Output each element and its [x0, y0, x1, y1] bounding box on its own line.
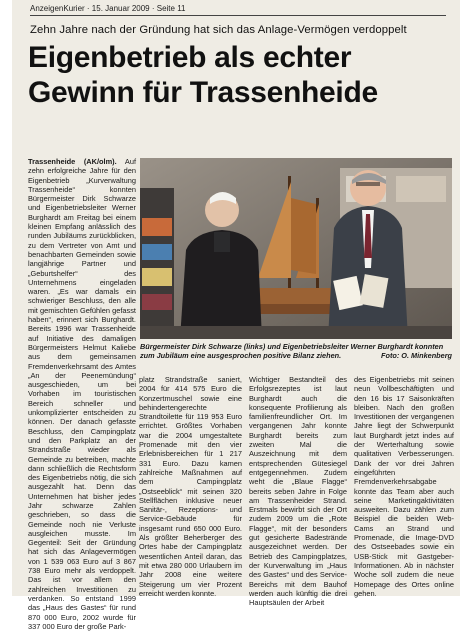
column-1-text: Auf zehn erfolgreiche Jahre für den Eigenbetrieb „Kurverwaltung Trassenheide“ konnten Bürgermeister Dirk Schwarze und Eigenbetriebsleiter Werner Burghardt am Freitag bei einem kleinen Empfang anlässlich des runden Jubiläums zurückblicken, zu dem Vertreter von Amt und benachbarten Gemeinden sowie langjährige Partner und „Geburtshelfer“ des Unternehmens eingeladen waren. „Es war damals ein schwieriger Beschluss, den alle mit gemischten Gefühlen gefasst haben“, erinnert sich Burghardt. Bereits 1996 war Trassenheide auf Initiative des damaligen Bürgermeisters Helmut Kaliebe aus dem gemeinsamen Fremdenverkehrsamt des Amtes „An der Peenemündung“ ausgeschieden, um bei Vorhaben im touristischen Bereich schneller und unkomplizierter entscheiden zu können. Der danach gefasste Beschluss, den Campingplatz und den Parkplatz an der Strandstraße wieder als Gemeinde zu betreiben, machte dann schließlich die Rechtsform des Eigenbetriebs nötig, die sich ausgezahlt hat. Denn das Unternehmen hat bisher jedes Jahr schwarze Zahlen geschrieben, so dass die Gemeinde noch nie Verluste ausgleichen musste. Im Gegenteil: Seit der Gründung hat sich das Anlagevermögen von 1 539 063 Euro auf 3 867 738 Euro mehr als verdoppelt. Das ist vor allem den zahlreichen Investitionen zu verdanken. So entstand 1999 das „Haus des Gastes“ für rund 870 000 Euro, 2002 wurde für 337 000 Euro der große Park- — [28, 157, 136, 631]
article-column-2 — [139, 375, 242, 598]
photo-caption — [140, 342, 452, 360]
photo-credit: Foto: O. Minkenberg — [381, 351, 452, 360]
masthead: AnzeigenKurier · 15. Januar 2009 · Seite 11 — [30, 4, 186, 13]
kicker-headline: Zehn Jahre nach der Gründung hat sich das Anlage-Vermögen verdoppelt — [30, 24, 407, 36]
article-column-1 — [28, 157, 136, 631]
column-3-text: Wichtiger Bestandteil des Erfolgsrezeptes ist laut Burghardt auch die konsequente Profilierung als familienfreundlicher Ort. Im vergangenen Jahr konnte Burghardt bereits zum zweiten Mal die Auszeichnung mit dem entsprechenden Gütesiegel entgegennehmen. Zudem weht die „Blaue Flagge“ bereits seben Jahre in Folge am Trassenheider Strand. Erstmals bewirbt sich der Ort zudem 2009 um die „Rote Flagge“, mit der besonders gut gesicherte Badestrände ausgezeichnet werden. Der Betrieb des Campingplatzes, der Kurverwaltung im „Haus des Gastes“ und des Service-Bereichs mit dem Bauhof werden auch künftig die drei Hauptsäulen der Arbeit — [249, 375, 347, 608]
caption-text: Bürgermeister Dirk Schwarze (links) und Eigenbetriebsleiter Werner Burghardt konnten zum Jubiläum eine ausgesprochen positive Bilanz ziehen. — [140, 342, 444, 360]
photo-illustration — [140, 158, 452, 339]
column-4-text: des Eigenbetriebs mit seinen neun Vollbeschäftigten und den 16 bis 17 Saisonkräften bleiben. Nach den großen Investitionen der vergangenen Jahre liegt der Schwerpunkt laut Burghardt jetzt indes auf der Werterhaltung sowie qualitativen Verbesserungen. Dank der vor drei Jahren eingeführten Fremdenverkehrsabgabe konnte das Team aber auch seine Marketingaktivitäten ausweiten. Dazu zählen zum Beispiel die beiden Web-Cams an Strand und Promenade, die Image-DVD des Ostseebades sowie ein USB-Stick mit Gastgeber-Informationen. Ab in nächster Woche soll zudem die neue Homepage des Ortes online gehen. — [354, 375, 454, 598]
newspaper-clipping — [12, 0, 460, 631]
dateline: Trassenheide (AK/olm). — [28, 157, 117, 166]
article-column-4 — [354, 375, 454, 598]
article-photo — [140, 158, 452, 339]
main-headline: Eigenbetrieb als echter Gewinn für Trassenheide — [28, 41, 378, 109]
masthead-rule — [30, 15, 446, 16]
article-column-3 — [249, 375, 347, 608]
column-2-text: platz Strandstraße saniert, 2004 für 414 575 Euro die Konzertmuschel sowie eine behindertengerechte Strandtoilette für 119 953 Euro errichtet. Größtes Vorhaben war die 2004 umgestaltete Promenade mit den vier Erlebnisbereichen für 1 217 331 Euro. Dazu kamen zahlreiche Maßnahmen auf dem Campingplatz „Ostseeblick“ mit seinen 320 Stellflächen inklusive neuer Sanitär-, Rezeptions- und Service-Gebäude für insgesamt rund 650 000 Euro. Als größter Beherberger des Ortes habe der Campingplatz wesentlichen Anteil daran, das mit etwa 280 000 Urlaubern im Jahr 2008 eine weitere Steigerung um vier Prozent erreicht werden konnte. — [139, 375, 242, 598]
